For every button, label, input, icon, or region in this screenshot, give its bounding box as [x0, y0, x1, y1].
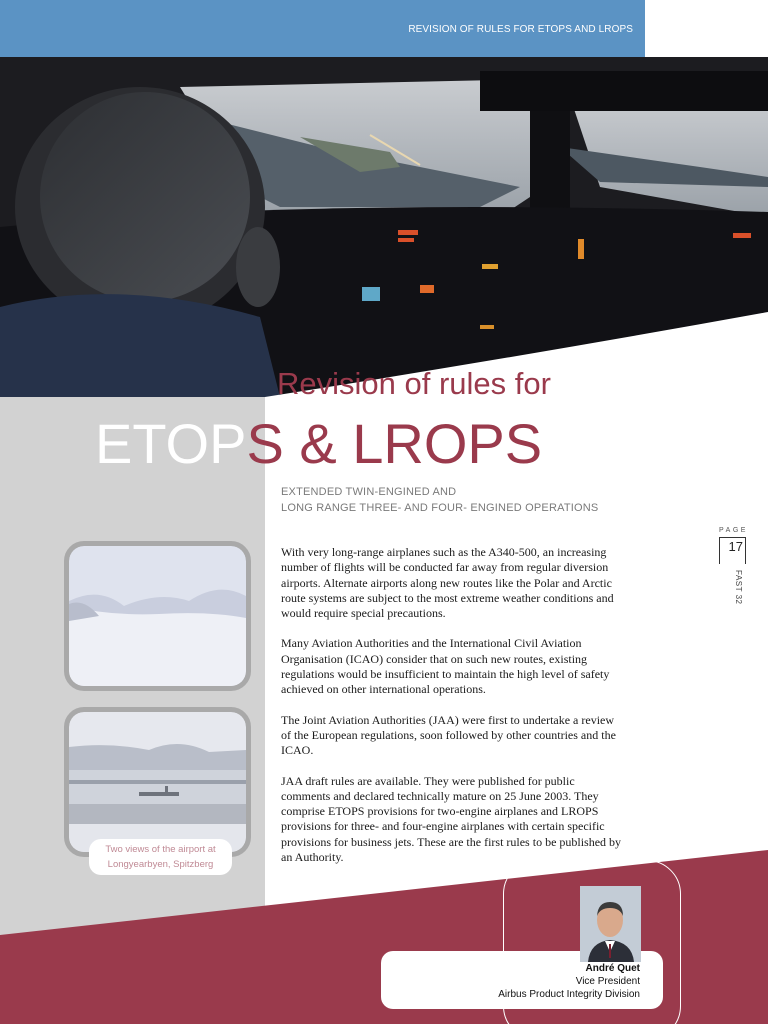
title-line-2-dark: S & LROPS — [246, 412, 543, 475]
airport-photo-1 — [64, 541, 251, 691]
page-edition: FAST 32 — [734, 570, 743, 605]
caption-line-1: Two views of the airport at — [105, 844, 216, 855]
subtitle-line-2: LONG RANGE THREE- AND FOUR- ENGINED OPERATIONS — [281, 502, 599, 514]
author-role: Vice President — [575, 976, 640, 987]
caption-line-2: Longyearbyen, Spitzberg — [107, 859, 214, 870]
title-line-1: Revision of rules for — [277, 366, 551, 401]
airport-photo-2 — [64, 707, 251, 857]
page-number: 17 — [719, 537, 746, 564]
paragraph: JAA draft rules are available. They were published for public comments and declared technically mature on 25 June 2003. They comprise ETOPS provisions for two-engine airplanes and LROPS provisions for three- and four-engine airplanes with certain specific provisions for business jets. These are the first rules to be published by an Authority. — [281, 773, 622, 865]
subtitle — [281, 484, 598, 516]
body-text — [281, 545, 626, 880]
author-portrait — [580, 886, 641, 962]
running-title: REVISION OF RULES FOR ETOPS AND LROPS — [408, 24, 633, 35]
paragraph: Many Aviation Authorities and the International Civil Aviation Organisation (ICAO) consider that on such new routes, existing regulations would be insufficient to maintain the high level of safety achieved on other international operations. — [281, 636, 610, 697]
title-line-2-light: ETOP — [95, 412, 247, 475]
author-name: André Quet — [585, 963, 640, 974]
title-line-2 — [95, 412, 542, 476]
cockpit-photo — [0, 57, 768, 397]
paragraph: With very long-range airplanes such as the A340-500, an increasing number of flights will be conducted far away from regular diversion airports. Alternate airports along new routes like the Polar and Arctic route systems are subject to the most extreme weather conditions and would require special precautions. — [281, 545, 614, 621]
author-bio — [498, 962, 640, 1001]
header-bar — [0, 0, 645, 57]
subtitle-line-1: EXTENDED TWIN-ENGINED AND — [281, 486, 457, 498]
page-label: PAGE — [719, 527, 748, 534]
paragraph: The Joint Aviation Authorities (JAA) were first to undertake a review of the European regulations, soon followed by other countries and the ICAO. — [281, 712, 616, 758]
author-division: Airbus Product Integrity Division — [498, 989, 640, 1000]
